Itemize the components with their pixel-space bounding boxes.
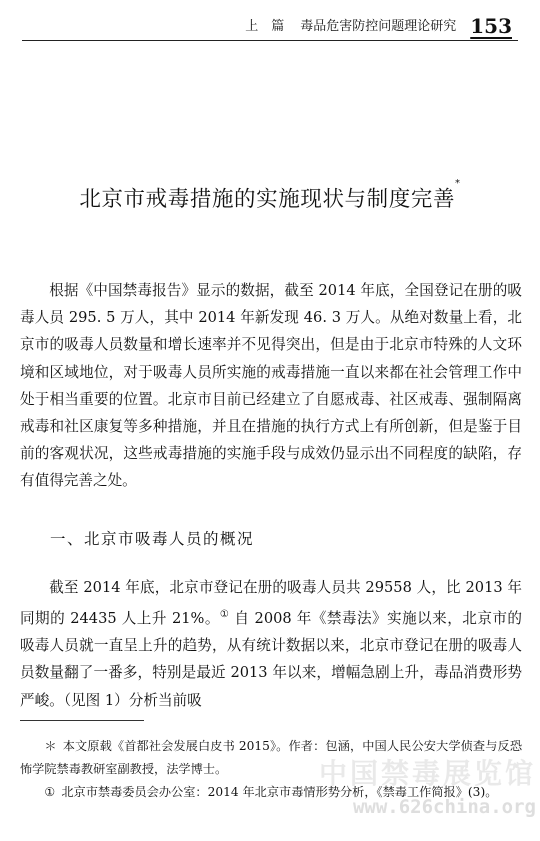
footnote-text: 北京市禁毒委员会办公室：2014 年北京市毒情形势分析，《禁毒工作简报》(3)。 — [61, 785, 498, 799]
footnote-mark: ＊ — [44, 739, 57, 753]
section-heading: 一、北京市吸毒人员的概况 — [50, 530, 255, 548]
watermark-url: www.626china.org — [352, 796, 536, 818]
page-number: 153 — [470, 14, 512, 38]
paragraph-overview-text-1: 截至 2014 年底，北京市登记在册的吸毒人员共 29558 人，比 2013 年同期的 24435 人上升 21%。 — [20, 579, 522, 628]
footnote-rule — [20, 720, 144, 721]
footnote-1 — [20, 781, 522, 804]
title-footnote-marker: * — [455, 178, 461, 189]
paragraph-intro: 根据《中国禁毒报告》显示的数据，截至 2014 年底，全国登记在册的吸毒人员 295. 5 万人，其中 2014 年新发现 46. 3 万人。从绝对数量上看，北京市的吸毒人员数量和增长速率并不见得突出，但是由于北京市特殊的人文环境和区域地位，对于吸毒人员所实施的戒毒措施一直以来都在社会管理工作中处于相当重要的位置。北京市目前已经建立了自愿戒毒、社区戒毒、强制隔离戒毒和社区康复等多种措施，并且在措施的执行方式上有所创新，但是鉴于目前的客观状况，这些戒毒措施的实施手段与成效仍显示出不同程度的缺陷，存有值得完善之处。 — [20, 282, 522, 490]
header-part-label: 上 篇 — [245, 19, 285, 34]
footnote-reference: ① — [219, 609, 230, 621]
footnote-mark: ① — [44, 785, 56, 799]
header-book-title: 毒品危害防控问题理论研究 — [300, 19, 457, 34]
header-rule — [22, 40, 518, 41]
running-header — [0, 0, 540, 40]
footnote-text: 本文原载《首都社会发展白皮书 2015》。作者：包涵，中国人民公安大学侦查与反恐怖学院禁毒教研室副教授，法学博士。 — [20, 739, 523, 776]
paragraph-overview — [20, 574, 522, 714]
footnote-source — [20, 735, 522, 781]
article-title-text: 北京市戒毒措施的实施现状与制度完善 — [79, 187, 456, 212]
article-title — [0, 178, 540, 213]
watermark-logo-text: 中国禁毒展览馆 — [318, 757, 536, 790]
paragraph-overview-text-2: 自 2008 年《禁毒法》实施以来，北京市的吸毒人员就一直呈上升的趋势，从有统计数据以来，北京市登记在册的吸毒人员数量翻了一番多，特别是最近 2013 年以来，增幅急剧上升，毒品消费形势严峻。（见图 1）分析当前吸 — [20, 610, 523, 709]
